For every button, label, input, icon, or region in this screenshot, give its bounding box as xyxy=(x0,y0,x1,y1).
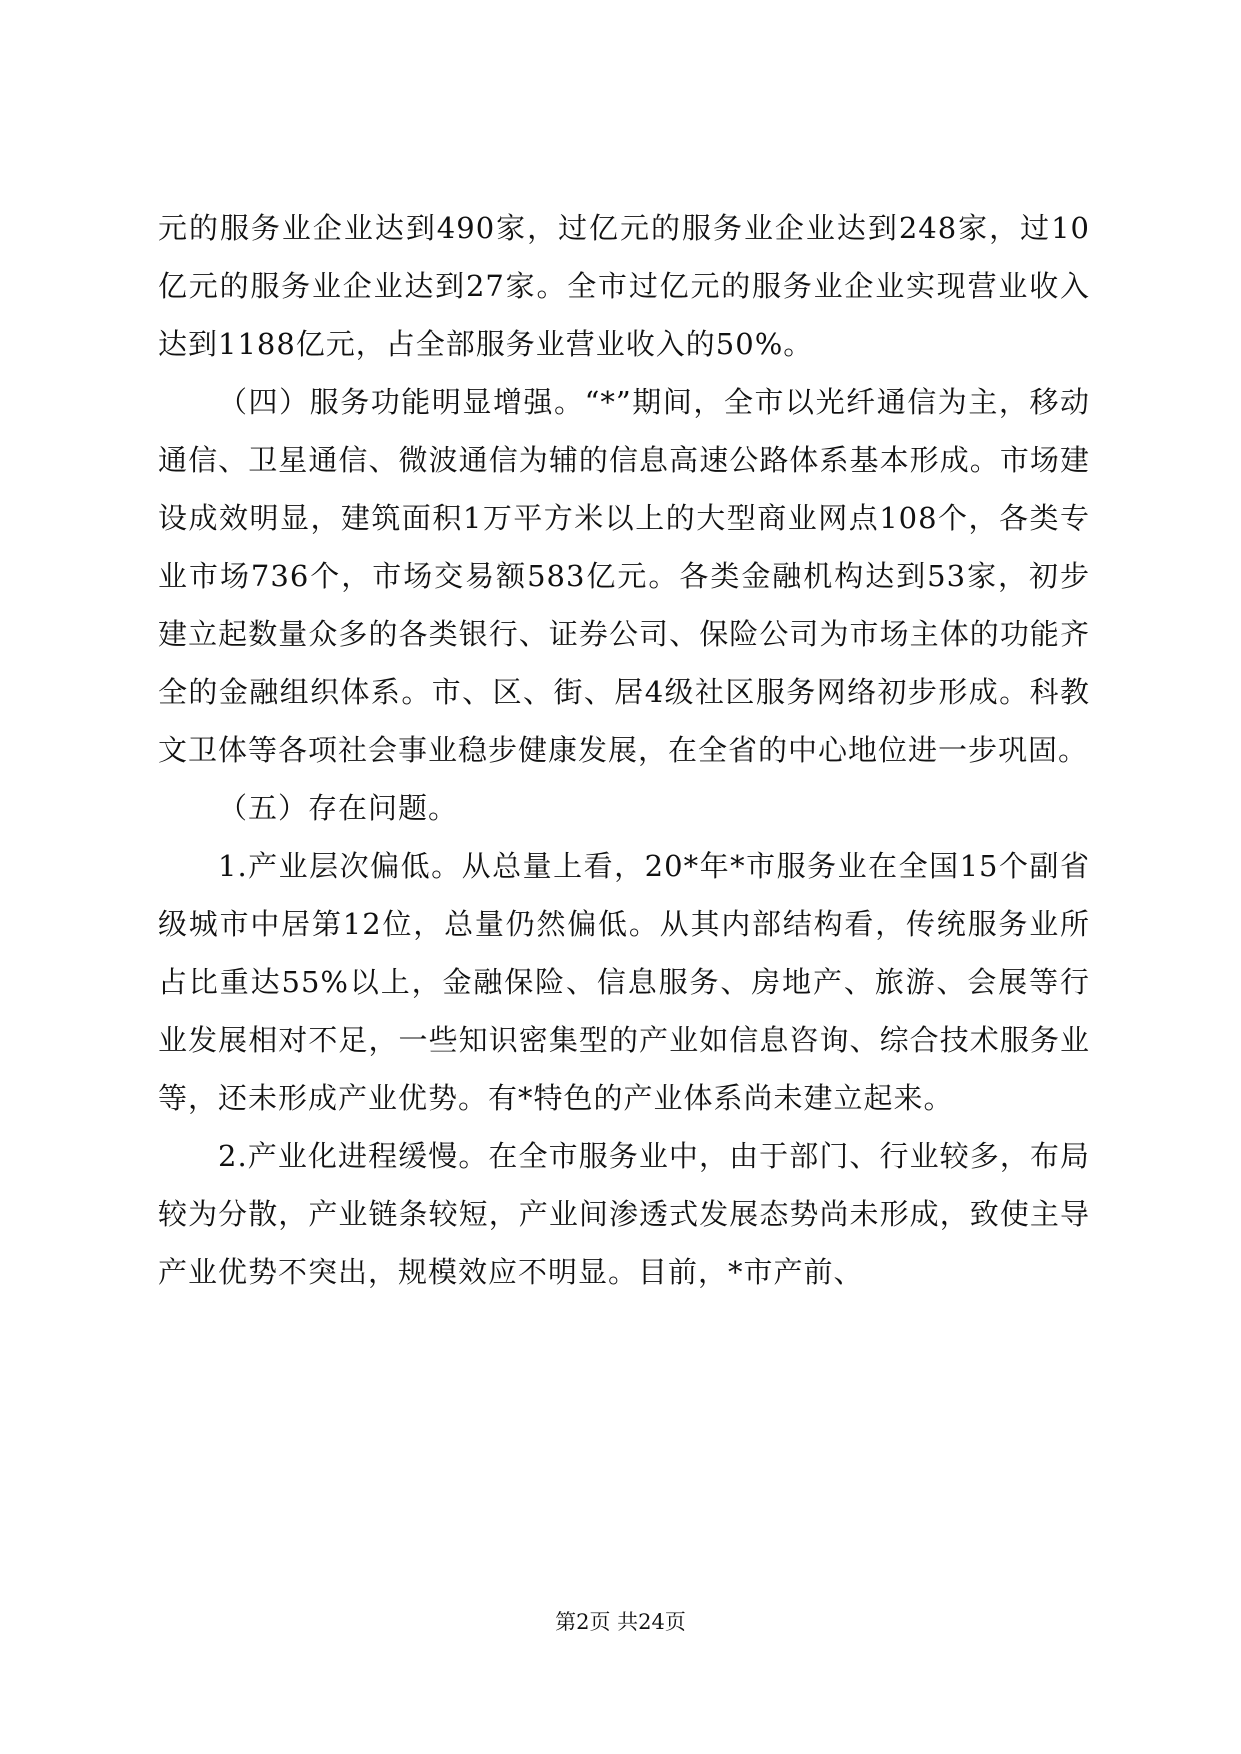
paragraph-industry-level: 1.产业层次偏低。从总量上看，20*年*市服务业在全国15个副省级城市中居第12位，总量仍然偏低。从其内部结构看，传统服务业所占比重达55%以上，金融保险、信息服务、房地产、旅游、会展等行业发展相对不足，一些知识密集型的产业如信息咨询、综合技术服务业等，还未形成产业优势。有*特色的产业体系尚未建立起来。 xyxy=(158,849,1090,1115)
paragraph-existing-problems-heading: （五）存在问题。 xyxy=(218,791,459,825)
paragraph-service-functions: （四）服务功能明显增强。“*”期间，全市以光纤通信为主，移动通信、卫星通信、微波通信为辅的信息高速公路体系基本形成。市场建设成效明显，建筑面积1万平方米以上的大型商业网点108个，各类专业市场736个，市场交易额583亿元。各类金融机构达到53家，初步建立起数量众多的各类银行、证券公司、保险公司为市场主体的功能齐全的金融组织体系。市、区、街、居4级社区服务网络初步形成。科教文卫体等各项社会事业稳步健康发展，在全省的中心地位进一步巩固。 xyxy=(158,385,1090,767)
paragraph-continuation: 元的服务业企业达到490家，过亿元的服务业企业达到248家，过10亿元的服务业企业达到27家。全市过亿元的服务业企业实现营业收入达到1188亿元，占全部服务业营业收入的50%。 xyxy=(158,211,1090,361)
page-number-footer: 第2页 共24页 xyxy=(555,1610,686,1634)
document-body xyxy=(158,199,1090,1301)
paragraph-industrialization-process: 2.产业化进程缓慢。在全市服务业中，由于部门、行业较多，布局较为分散，产业链条较短，产业间渗透式发展态势尚未形成，致使主导产业优势不突出，规模效应不明显。目前，*市产前、 xyxy=(158,1139,1090,1289)
